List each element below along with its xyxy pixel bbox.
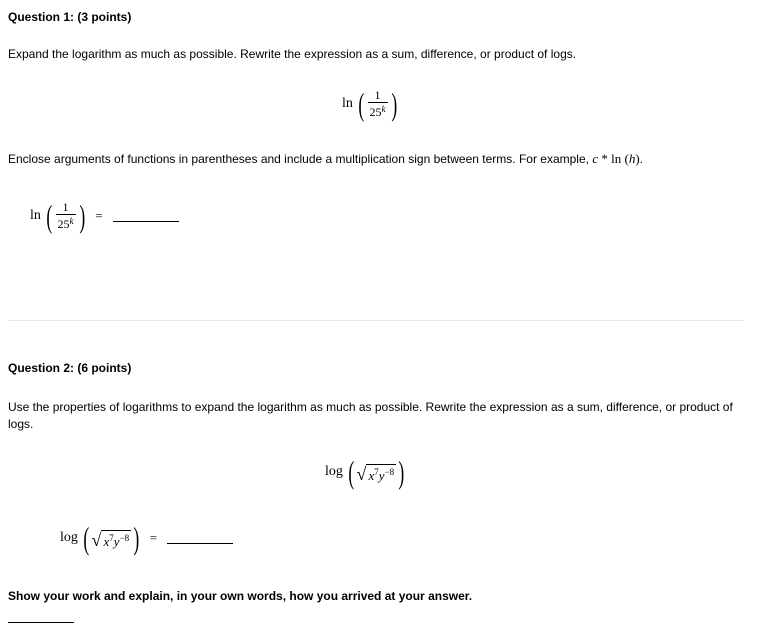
- section-divider: [8, 320, 744, 321]
- log-function: log: [60, 530, 78, 545]
- answer-blank-2[interactable]: [167, 533, 233, 544]
- radical-icon: √: [356, 464, 367, 484]
- question-2-instruction: Use the properties of logarithms to expand the logarithm as much as possible. Rewrite the expression as a sum, difference, or product of logs.: [8, 400, 733, 431]
- left-paren: (: [46, 198, 53, 234]
- fraction: [368, 89, 388, 119]
- equals-sign: =: [149, 530, 158, 545]
- fraction: [56, 201, 76, 231]
- equals-sign: =: [95, 208, 103, 223]
- question-2-expression: [325, 456, 407, 488]
- work-answer-blank[interactable]: [8, 622, 74, 623]
- square-root: [357, 461, 397, 483]
- fraction-denominator: 25$^k$: [57, 216, 74, 231]
- question-2-answer-row: [60, 522, 233, 554]
- ln-function: ln: [30, 208, 41, 223]
- question-1-answer-row: [30, 200, 179, 232]
- ln-function: ln: [342, 96, 353, 111]
- left-paren: (: [348, 454, 355, 490]
- fraction-numerator: 1: [374, 88, 381, 102]
- fraction-numerator: 1: [62, 200, 69, 214]
- right-paren: ): [390, 86, 397, 122]
- work-prompt: Show your work and explain, in your own words, how you arrived at your answer.: [8, 589, 473, 603]
- radicand: $x^7y^{-8}$: [366, 464, 396, 483]
- question-1-instruction: Expand the logarithm as much as possible. Rewrite the expression as a sum, difference, or product of logs.: [8, 47, 577, 61]
- question-2-title: Question 2: (6 points): [8, 361, 132, 375]
- right-paren: ): [133, 520, 140, 556]
- answer-blank-1[interactable]: [113, 211, 179, 222]
- radical-icon: √: [91, 530, 102, 550]
- left-paren: (: [83, 520, 90, 556]
- right-paren: ): [78, 198, 85, 234]
- log-function: log: [325, 464, 343, 479]
- question-1-note: Enclose arguments of functions in parentheses and include a multiplication sign between terms. For example, c * ln (h).: [8, 151, 644, 166]
- square-root: [92, 527, 132, 549]
- question-1-title: Question 1: (3 points): [8, 10, 132, 24]
- radicand: $x^7y^{-8}$: [101, 530, 131, 549]
- right-paren: ): [398, 454, 405, 490]
- left-paren: (: [358, 86, 365, 122]
- fraction-denominator: 25$^k$: [369, 104, 386, 119]
- question-1-expression: [342, 88, 399, 120]
